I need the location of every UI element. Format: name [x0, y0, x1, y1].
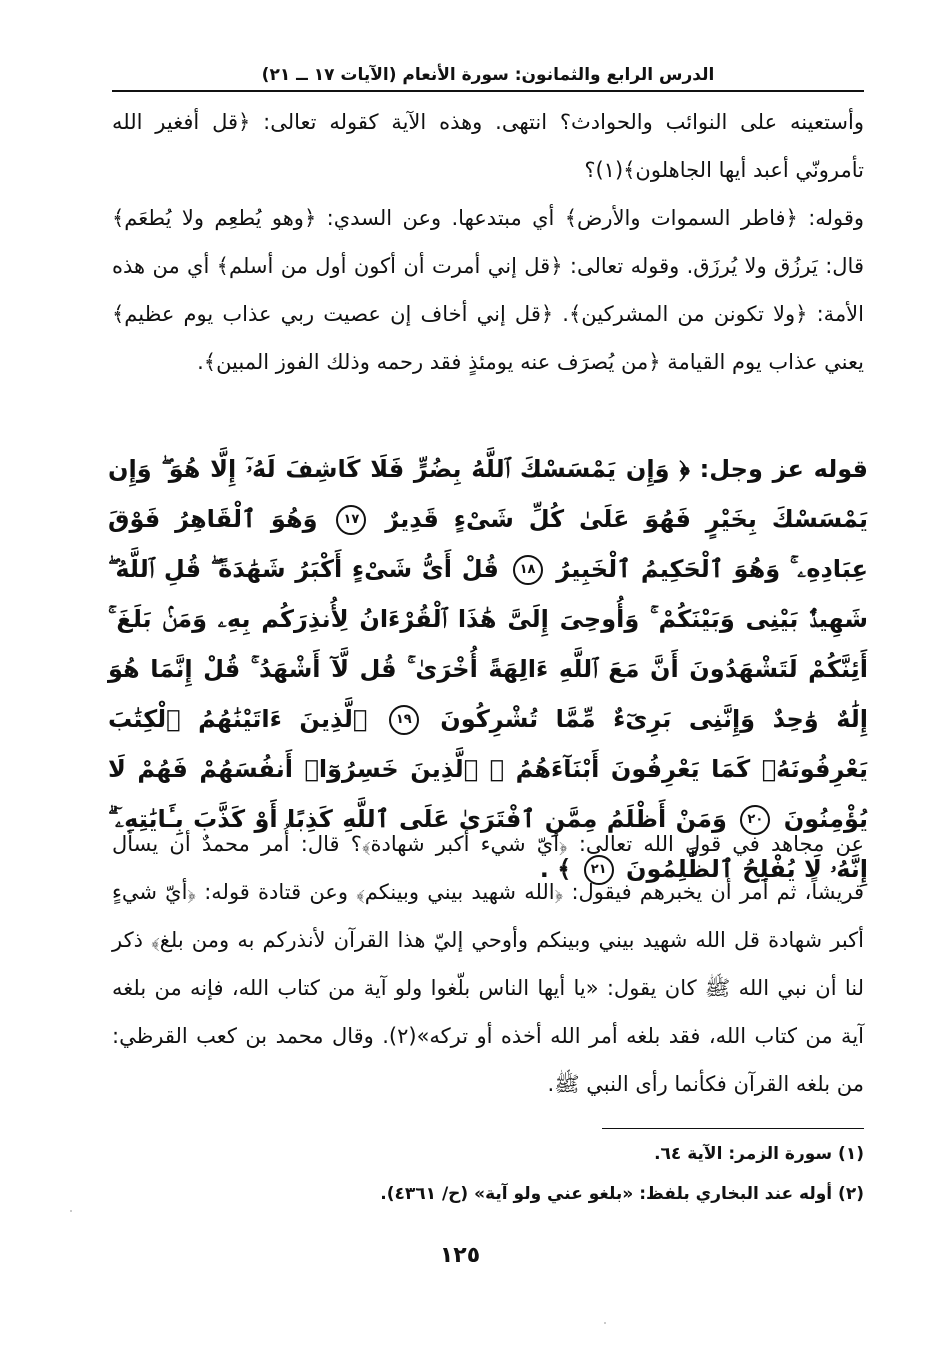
quran-end-period: . — [539, 855, 549, 883]
footnote-divider — [602, 1128, 864, 1129]
paragraph-1: وأستعينه على النوائب والحوادث؟ انتهى. وهذه الآية كقوله تعالى: ﴿قل أفغير الله تأمرونّي أعبد أيها الجاهلون﴾(١)؟ — [112, 110, 864, 182]
verse-18: وَهُوَ ٱلْقَاهِرُ فَوْقَ عِبَادِهِۦ ۚ وَهُوَ ٱلْحَكِيمُ ٱلْخَبِيرُ — [108, 505, 869, 583]
paragraph-2: وقوله: ﴿فاطر السموات والأرض﴾ أي مبتدعها. وعن السدي: ﴿وهو يُطعِم ولا يُطعَم﴾ قال: يَرزُق ولا يُرزَق. وقوله تعالى: ﴿قل إني أمرت أن أكون أول من أسلم﴾ أي من هذه الأمة: ﴿ولا تكونن من المشركين﴾. ﴿قل إني أخاف إن عصيت ربي عذاب يوم عظيم﴾ يعني عذاب يوم القيامة ﴿من يُصرَف عنه يومئذٍ فقد رحمه وذلك الفوز المبين﴾. — [112, 206, 864, 374]
page-number: ١٢٥ — [439, 1243, 481, 1268]
verse-17: وَإِن يَمْسَسْكَ ٱللَّهُ بِضُرٍّ فَلَا كَاشِفَ لَهُۥٓ إِلَّا هُوَ ۖ وَإِن يَمْسَسْكَ بِخَيْرٍ فَهُوَ عَلَىٰ كُلِّ شَىْءٍ قَدِيرٌ — [108, 455, 869, 533]
verse-19: قُلْ أَىُّ شَىْءٍ أَكْبَرُ شَهَٰدَةً ۖ قُلِ ٱللَّهُ ۖ شَهِيدٌۢ بَيْنِى وَبَيْنَكُمْ ۚ وَأُوحِىَ إِلَىَّ هَٰذَا ٱلْقُرْءَانُ لِأُنذِرَكُم بِهِۦ وَمَنۢ بَلَغَ ۚ أَئِنَّكُمْ لَتَشْهَدُونَ أَنَّ مَعَ ٱللَّهِ ءَالِهَةً أُخْرَىٰ ۚ قُل لَّآ أَشْهَدُ ۚ قُلْ إِنَّمَا هُوَ إِلَٰهٌ وَٰحِدٌ وَإِنَّنِى بَرِىٓءٌ مِّمَّا تُشْرِكُونَ — [108, 555, 868, 733]
ayah-number-20: ٢٠ — [740, 805, 770, 835]
quran-intro: قوله عز وجل: — [699, 455, 869, 483]
paragraph-4: عن مجاهد في قول الله تعالى: ﴿أيّ شيء أكبر شهادة﴾؟ قال: أُمر محمدٌ أن يسأل قريشاً، ثم أمر أن يخبرهم فيقول: ﴿الله شهيد بيني وبينكم﴾ وعن قتادة قوله: ﴿أيّ شيءٍ أكبر شهادة قل الله شهيد بيني وبينكم وأوحي إليّ هذا القرآن لأنذركم به ومن بلغ﴾ ذكر لنا أن نبي الله ﷺ كان يقول: «يا أيها الناس بلّغوا ولو آية من كتاب الله، فإنه من بلغه آية من كتاب الله، فقد بلغه أمر الله أخذه أو تركه»(٢). وقال محمد بن كعب القرظي: من بلغه القرآن فكأنما رأى النبي ﷺ. — [112, 832, 864, 1096]
ayah-number-18: ١٨ — [513, 555, 543, 585]
ayah-number-17: ١٧ — [336, 505, 366, 535]
ayah-number-21: ٢١ — [584, 855, 614, 885]
footnote-2: (٢) أوله عند البخاري بلفظ: «بلغو عني ولو آية» (ح/ ٤٣٦١). — [380, 1184, 864, 1204]
footnote-1: (١) سورة الزمر: الآية ٦٤. — [654, 1144, 864, 1164]
scan-speck — [70, 1210, 72, 1212]
verse-21: وَمَنْ أَظْلَمُ مِمَّنِ ٱفْتَرَىٰ عَلَى ٱللَّهِ كَذِبًا أَوْ كَذَّبَ بِـَٔايَٰتِهِۦٓ ۗ إِنَّهُۥ لَا يُفْلِحُ ٱلظَّٰلِمُونَ — [108, 805, 868, 883]
quran-open-bracket: ﴿ — [679, 455, 690, 483]
verse-20: ٱلَّذِينَ ءَاتَيْنَٰهُمُ ٱلْكِتَٰبَ يَعْرِفُونَهُۥ كَمَا يَعْرِفُونَ أَبْنَآءَهُمُ ۘ ٱلَّذِينَ خَسِرُوٓا۟ أَنفُسَهُمْ فَهُمْ لَا يُؤْمِنُونَ — [108, 705, 868, 833]
running-header: الدرس الرابع والثمانون: سورة الأنعام (الآيات ١٧ ــ ٢١) — [112, 60, 864, 92]
quran-close-bracket: ﴾ — [557, 855, 572, 883]
scan-speck — [604, 1322, 606, 1324]
ayah-number-19: ١٩ — [389, 705, 419, 735]
